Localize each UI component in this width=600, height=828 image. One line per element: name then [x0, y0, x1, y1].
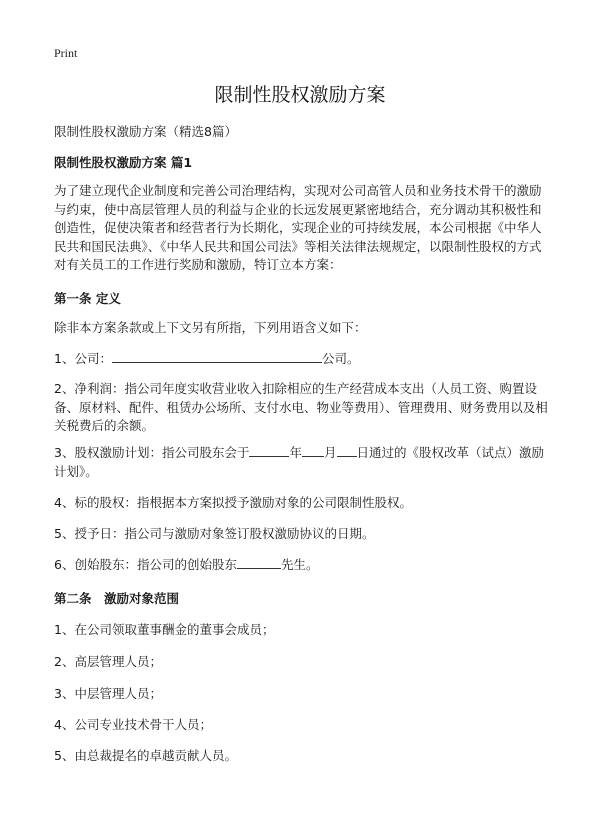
- item6-prefix: 6、创始股东：指公司的创始股东: [54, 557, 237, 572]
- section-heading: 限制性股权激励方案 篇1: [54, 155, 193, 170]
- page-title: 限制性股权激励方案: [214, 84, 386, 106]
- item3-text-b: 日通过的《股权改革（试点）激励计划》。: [54, 445, 545, 479]
- article1-heading: 第一条 定义: [54, 291, 121, 306]
- article2-heading: 第二条 激励对象范围: [54, 591, 180, 606]
- article2-item: 2、高层管理人员；: [54, 654, 162, 669]
- article1-item4: 4、标的股权：指根据本方案拟授予激励对象的公司限制性股权。: [54, 495, 412, 510]
- founder-name-blank: [237, 555, 281, 569]
- item3-year: 年: [289, 445, 302, 460]
- article1-lead: 除非本方案条款或上下文另有所指，下列用语含义如下：: [54, 320, 367, 335]
- article1-item5: 5、授予日：指公司与激励对象签订股权激励协议的日期。: [54, 526, 375, 541]
- article1-item6: [54, 555, 318, 573]
- month-blank: [302, 443, 324, 457]
- article2-item: 4、公司专业技术骨干人员；: [54, 717, 212, 732]
- article1-item3: [54, 443, 550, 481]
- article1-item1: [54, 349, 359, 367]
- company-name-blank: [112, 349, 322, 363]
- item3-month: 月: [323, 445, 337, 460]
- subtitle: 限制性股权激励方案（精选8篇）: [54, 124, 237, 139]
- item3-text-a: 3、股权激励计划：指公司股东会于: [54, 445, 250, 460]
- item1-suffix: 公司。: [321, 351, 360, 366]
- intro-paragraph: 为了建立现代企业制度和完善公司治理结构，实现对公司高管人员和业务技术骨干的激励与约束，使中高层管理人员的利益与企业的长远发展更紧密地结合，充分调动其积极性和创造性，促使决策者和经营者行为长期化，实现企业的可持续发展，本公司根据《中华人民共和国民法典》、《中华人民共和国公司法》等相关法律法规规定，以限制性股权的方式对有关员工的工作进行奖励和激励，特订立本方案：: [54, 183, 542, 272]
- day-blank: [337, 443, 357, 457]
- article2-item: 1、在公司领取董事酬金的董事会成员；: [54, 622, 275, 637]
- item6-suffix: 先生。: [280, 557, 319, 572]
- item1-prefix: 1、公司：: [54, 351, 112, 366]
- article1-item2: 2、净利润：指公司年度实收营业收入扣除相应的生产经营成本支出（人员工资、购置设备、原材料、配件、租赁办公场所、支付水电、物业等费用）、管理费用、财务费用以及相关税费后的余额。: [54, 381, 548, 433]
- article2-item: 3、中层管理人员；: [54, 686, 162, 701]
- article2-item: 5、由总裁提名的卓越贡献人员。: [54, 748, 237, 763]
- print-link[interactable]: Print: [54, 46, 78, 60]
- year-blank: [249, 443, 289, 457]
